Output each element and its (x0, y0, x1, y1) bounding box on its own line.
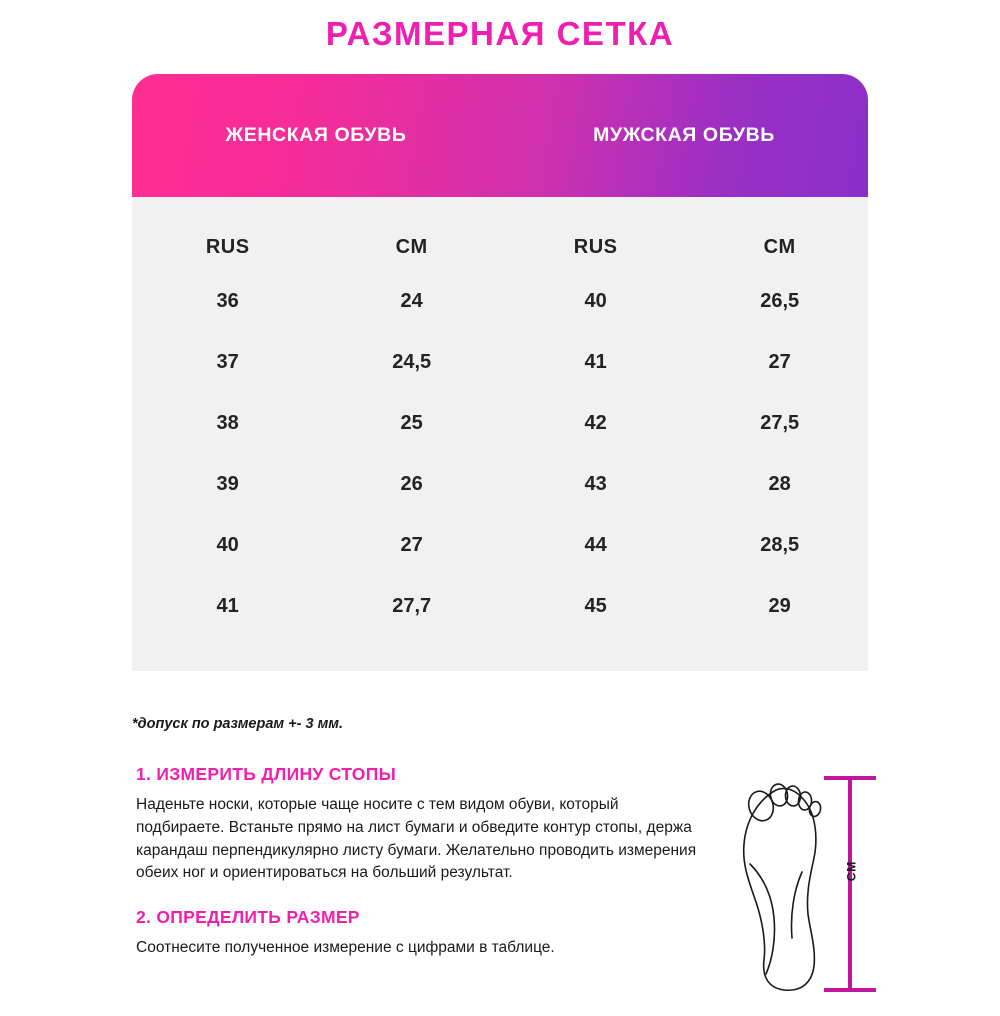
size-table (132, 223, 868, 637)
cell-women-cm: 24,5 (392, 351, 432, 373)
cell-men-rus: 44 (584, 534, 607, 556)
col-header-men-cm: CM (763, 235, 796, 258)
instructions-block (136, 764, 711, 960)
header-women-shoes: ЖЕНСКАЯ ОБУВЬ (225, 124, 407, 146)
cell-men-cm: 29 (768, 595, 791, 617)
cell-women-cm: 27 (400, 534, 423, 556)
cell-men-cm: 28 (768, 473, 791, 495)
header-men-shoes: МУЖСКАЯ ОБУВЬ (593, 124, 775, 146)
cell-men-rus: 42 (584, 412, 607, 434)
cell-men-cm: 26,5 (760, 290, 800, 312)
cell-women-rus: 39 (216, 473, 239, 495)
table-column-headers (132, 223, 868, 271)
col-header-women-rus: RUS (205, 235, 250, 258)
step-1-text: Наденьте носки, которые чаще носите с тем видом обуви, который подбираете. Встаньте прямо на лист бумаги и обведите контур стопы, держа карандаш перпендикулярно листу бумаги. Желательно проводить измерения обеих ног и ориентироваться на больший результат. (136, 796, 697, 882)
cell-men-cm: 27 (768, 351, 791, 373)
cell-women-cm: 25 (400, 412, 423, 434)
cell-men-cm: 28,5 (760, 534, 800, 556)
cell-men-rus: 40 (584, 290, 607, 312)
diagram-axis-label: СМ (844, 860, 859, 882)
table-header-band (132, 74, 868, 197)
cell-men-rus: 43 (584, 473, 607, 495)
table-row (132, 515, 868, 576)
foot-outline-icon (706, 768, 876, 998)
step-1-title: 1. ИЗМЕРИТЬ ДЛИНУ СТОПЫ (136, 764, 397, 784)
size-table-card (132, 74, 868, 671)
cell-women-cm: 26 (400, 473, 423, 495)
cell-men-cm: 27,5 (760, 412, 800, 434)
col-header-women-cm: CM (395, 235, 428, 258)
cell-women-rus: 36 (216, 290, 239, 312)
table-row (132, 332, 868, 393)
cell-women-rus: 40 (216, 534, 239, 556)
table-body (132, 197, 868, 671)
page-title: РАЗМЕРНАЯ СЕТКА (325, 15, 675, 52)
step-2-text: Соотнесите полученное измерение с цифрами в таблице. (136, 939, 555, 957)
table-row (132, 454, 868, 515)
cell-women-rus: 38 (216, 412, 239, 434)
cell-women-cm: 27,7 (392, 595, 432, 617)
foot-measurement-diagram (706, 768, 876, 998)
step-2-title: 2. ОПРЕДЕЛИТЬ РАЗМЕР (136, 907, 360, 928)
cell-men-rus: 41 (584, 351, 607, 373)
size-chart-page (0, 16, 1000, 1016)
cell-women-rus: 41 (216, 595, 239, 617)
table-row (132, 271, 868, 332)
size-tolerance-note: *допуск по размерам +- 3 мм. (132, 716, 344, 732)
cell-men-rus: 45 (584, 595, 607, 617)
cell-women-rus: 37 (216, 351, 239, 373)
table-row (132, 393, 868, 454)
col-header-men-rus: RUS (573, 235, 618, 258)
cell-women-cm: 24 (400, 290, 423, 312)
table-row (132, 576, 868, 637)
